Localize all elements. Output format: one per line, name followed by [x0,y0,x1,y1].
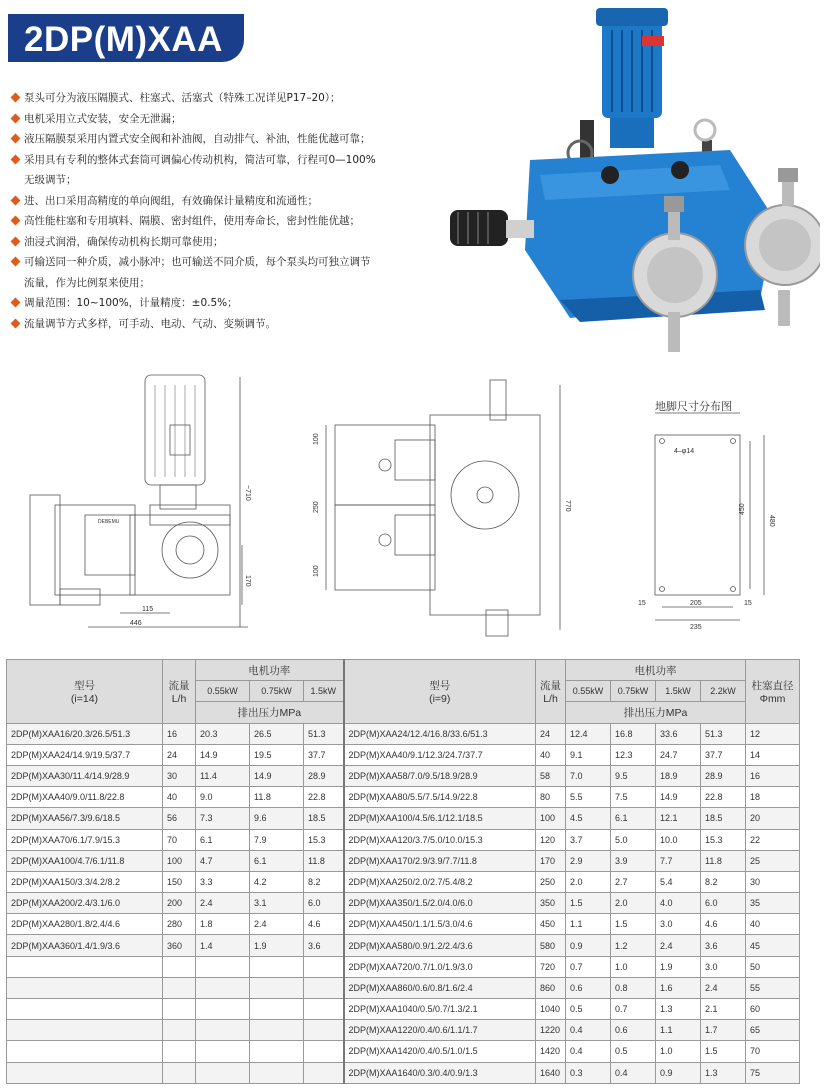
value-cell-left [304,977,344,998]
spec-table [6,659,800,1084]
model-cell-right: 2DP(M)XAA24/12.4/16.8/33.6/51.3 [344,723,536,744]
table-row [7,935,800,956]
value-cell-right: 860 [536,977,566,998]
value-cell-right: 170 [536,850,566,871]
value-cell-right: 0.4 [566,1020,611,1041]
model-cell-right: 2DP(M)XAA450/1.1/1.5/3.0/4.6 [344,914,536,935]
value-cell-left: 14.9 [250,765,304,786]
value-cell-right: 24.7 [656,744,701,765]
base-dim-205: 205 [690,600,702,607]
value-cell-left [163,956,196,977]
model-header-right: 型号 (i=9) [344,660,536,724]
value-cell-right: 1.9 [656,956,701,977]
value-cell-left: 51.3 [304,723,344,744]
value-cell-right: 0.6 [566,977,611,998]
value-cell-right: 5.0 [611,829,656,850]
value-cell-left [250,977,304,998]
value-cell-right: 1640 [536,1062,566,1083]
table-row [7,765,800,786]
side-dim-115: 115 [142,606,154,613]
value-cell-left [163,977,196,998]
motor-power-header-right: 电机功率 [566,660,746,681]
value-cell-right: 1.5 [701,1041,746,1062]
value-cell-right: 12.3 [611,744,656,765]
value-cell-left [250,1020,304,1041]
table-row [7,723,800,744]
value-cell-left: 15.3 [304,829,344,850]
feature-item [12,273,442,294]
table-row [7,850,800,871]
model-cell-left: 2DP(M)XAA24/14.9/19.5/37.7 [7,744,163,765]
value-cell-right: 2.4 [701,977,746,998]
value-cell-right: 80 [536,787,566,808]
value-cell-left: 7.3 [196,808,250,829]
table-row [7,1062,800,1083]
value-cell-right: 2.0 [566,871,611,892]
model-cell-right: 2DP(M)XAA58/7.0/9.5/18.9/28.9 [344,765,536,786]
feature-text: 油浸式润滑，确保传动机构长期可靠使用； [24,235,224,248]
diamond-bullet-icon [11,216,21,226]
value-cell-right: 5.5 [566,787,611,808]
value-cell-left [163,1020,196,1041]
plunger-cell: 50 [746,956,800,977]
plunger-cell: 18 [746,787,800,808]
feature-item [12,293,442,314]
base-dim-holes: 4–φ14 [674,448,695,455]
plunger-cell: 45 [746,935,800,956]
model-cell-right: 2DP(M)XAA170/2.9/3.9/7.7/11.8 [344,850,536,871]
power-header-right-3: 2.2kW [701,681,746,702]
value-cell-right: 2.1 [701,999,746,1020]
diamond-bullet-icon [11,318,21,328]
diamond-bullet-icon [11,236,21,246]
value-cell-left: 16 [163,723,196,744]
model-cell-left [7,977,163,998]
model-cell-left [7,956,163,977]
feature-item [12,232,442,253]
value-cell-left: 40 [163,787,196,808]
value-cell-right: 1.7 [701,1020,746,1041]
value-cell-left [196,999,250,1020]
value-cell-left: 9.0 [196,787,250,808]
value-cell-left: 28.9 [304,765,344,786]
plunger-cell: 70 [746,1041,800,1062]
value-cell-left: 11.8 [250,787,304,808]
model-cell-right: 2DP(M)XAA1040/0.5/0.7/1.3/2.1 [344,999,536,1020]
feature-item [12,314,442,335]
value-cell-right: 1.5 [611,914,656,935]
value-cell-right: 12.4 [566,723,611,744]
value-cell-right: 15.3 [701,829,746,850]
value-cell-right: 3.7 [566,829,611,850]
feature-text: 电机采用立式安装，安全无泄漏； [24,112,182,125]
value-cell-left: 2.4 [250,914,304,935]
plunger-cell: 25 [746,850,800,871]
power-header-left-0: 0.55kW [196,681,250,702]
table-row [7,893,800,914]
base-layout-title: 地脚尺寸分布图 [655,401,732,413]
value-cell-left [250,1062,304,1083]
value-cell-left [196,977,250,998]
feature-text: 泵头可分为液压隔膜式、柱塞式、活塞式（特殊工况详见P17–20）； [24,92,341,104]
value-cell-right: 37.7 [701,744,746,765]
value-cell-right: 0.9 [566,935,611,956]
front-dim-100b: 100 [313,565,320,577]
front-dim-770: 770 [564,500,571,512]
value-cell-left: 19.5 [250,744,304,765]
side-dim-446: 446 [130,620,142,627]
model-cell-right: 2DP(M)XAA40/9.1/12.3/24.7/37.7 [344,744,536,765]
table-row [7,829,800,850]
value-cell-left [250,1041,304,1062]
value-cell-right: 2.4 [656,935,701,956]
feature-item [12,211,442,232]
value-cell-right: 7.0 [566,765,611,786]
side-view-drawing [30,375,248,627]
model-cell-left: 2DP(M)XAA100/4.7/6.1/11.8 [7,850,163,871]
power-header-right-2: 1.5kW [656,681,701,702]
nameplate-label: DEBEMU [98,519,120,525]
value-cell-right: 7.7 [656,850,701,871]
value-cell-left [304,1041,344,1062]
value-cell-left: 280 [163,914,196,935]
value-cell-right: 58 [536,765,566,786]
value-cell-right: 16.8 [611,723,656,744]
value-cell-left: 4.7 [196,850,250,871]
value-cell-right: 10.0 [656,829,701,850]
diamond-bullet-icon [11,298,21,308]
model-cell-left: 2DP(M)XAA280/1.8/2.4/4.6 [7,914,163,935]
value-cell-left: 20.3 [196,723,250,744]
value-cell-right: 2.9 [566,850,611,871]
value-cell-right: 1220 [536,1020,566,1041]
value-cell-right: 9.1 [566,744,611,765]
model-cell-left [7,1062,163,1083]
value-cell-right: 24 [536,723,566,744]
value-cell-right: 12.1 [656,808,701,829]
diamond-bullet-icon [11,257,21,267]
value-cell-right: 1.3 [656,999,701,1020]
value-cell-left: 11.8 [304,850,344,871]
table-row [7,787,800,808]
pressure-header-right: 排出压力MPa [566,702,746,723]
value-cell-left: 2.4 [196,893,250,914]
value-cell-left: 200 [163,893,196,914]
value-cell-right: 4.6 [701,914,746,935]
value-cell-right: 100 [536,808,566,829]
model-cell-left: 2DP(M)XAA70/6.1/7.9/15.3 [7,829,163,850]
value-cell-right: 18.9 [656,765,701,786]
model-cell-left [7,1041,163,1062]
value-cell-right: 1.0 [656,1041,701,1062]
value-cell-right: 1040 [536,999,566,1020]
value-cell-right: 6.1 [611,808,656,829]
model-cell-right: 2DP(M)XAA80/5.5/7.5/14.9/22.8 [344,787,536,808]
feature-text: 流量调节方式多样，可手动、电动、气动、变频调节。 [24,317,276,330]
base-dim-480: 480 [768,515,775,527]
value-cell-left: 14.9 [196,744,250,765]
value-cell-right: 0.3 [566,1062,611,1083]
base-dim-15a: 15 [638,600,646,607]
value-cell-right: 1.1 [566,914,611,935]
value-cell-right: 11.8 [701,850,746,871]
value-cell-right: 18.5 [701,808,746,829]
power-header-right-0: 0.55kW [566,681,611,702]
pressure-header-left: 排出压力MPa [196,702,344,723]
feature-text: 可输送同一种介质，减小脉冲；也可输送不同介质，每个泵头均可独立调节 [24,256,371,268]
model-cell-right: 2DP(M)XAA1220/0.4/0.6/1.1/1.7 [344,1020,536,1041]
value-cell-right: 3.6 [701,935,746,956]
value-cell-left: 6.1 [250,850,304,871]
value-cell-right: 0.7 [611,999,656,1020]
value-cell-left [196,1041,250,1062]
feature-list [12,88,442,334]
power-header-left-1: 0.75kW [250,681,304,702]
feature-text: 采用具有专利的整体式套筒可调偏心传动机构，简洁可靠，行程可0—100% [24,153,376,166]
model-cell-right: 2DP(M)XAA1420/0.4/0.5/1.0/1.5 [344,1041,536,1062]
table-row [7,1020,800,1041]
power-header-left-2: 1.5kW [304,681,344,702]
value-cell-right: 3.0 [656,914,701,935]
value-cell-right: 580 [536,935,566,956]
model-cell-right: 2DP(M)XAA580/0.9/1.2/2.4/3.6 [344,935,536,956]
value-cell-left: 6.0 [304,893,344,914]
diamond-bullet-icon [11,134,21,144]
value-cell-right: 2.0 [611,893,656,914]
model-header-left: 型号 (i=14) [7,660,163,724]
flow-header-left: 流量 L/h [163,660,196,724]
value-cell-right: 9.5 [611,765,656,786]
value-cell-right: 14.9 [656,787,701,808]
feature-text: 流量，作为比例泵来使用； [24,276,150,289]
plunger-cell: 14 [746,744,800,765]
front-dim-250: 250 [313,501,320,513]
side-dim-710: ~710 [244,485,251,501]
value-cell-right: 350 [536,893,566,914]
model-cell-left: 2DP(M)XAA56/7.3/9.6/18.5 [7,808,163,829]
value-cell-left: 3.6 [304,935,344,956]
value-cell-left: 360 [163,935,196,956]
model-cell-left [7,1020,163,1041]
value-cell-right: 1.0 [611,956,656,977]
flow-header-right: 流量 L/h [536,660,566,724]
value-cell-left [304,956,344,977]
value-cell-left: 4.2 [250,871,304,892]
diamond-bullet-icon [11,93,21,103]
value-cell-left [163,999,196,1020]
value-cell-right: 0.4 [566,1041,611,1062]
value-cell-left: 24 [163,744,196,765]
value-cell-right: 1.2 [611,935,656,956]
value-cell-right: 1.6 [656,977,701,998]
table-row [7,956,800,977]
value-cell-left: 8.2 [304,871,344,892]
model-cell-left: 2DP(M)XAA30/11.4/14.9/28.9 [7,765,163,786]
model-cell-right: 2DP(M)XAA860/0.6/0.8/1.6/2.4 [344,977,536,998]
value-cell-right: 1.5 [566,893,611,914]
model-cell-left [7,999,163,1020]
plunger-cell: 40 [746,914,800,935]
feature-text: 进、出口采用高精度的单向阀组，有效确保计量精度和流通性； [24,194,318,207]
front-dim-100a: 100 [313,433,320,445]
side-dim-170: 170 [244,575,251,587]
feature-item [12,88,442,109]
value-cell-left [250,999,304,1020]
value-cell-right: 4.0 [656,893,701,914]
value-cell-left: 6.1 [196,829,250,850]
value-cell-left [304,999,344,1020]
value-cell-left: 100 [163,850,196,871]
value-cell-right: 4.5 [566,808,611,829]
value-cell-right: 33.6 [656,723,701,744]
plunger-cell: 20 [746,808,800,829]
feature-item [12,170,442,191]
value-cell-right: 1.3 [701,1062,746,1083]
value-cell-right: 40 [536,744,566,765]
model-cell-right: 2DP(M)XAA350/1.5/2.0/4.0/6.0 [344,893,536,914]
model-cell-left: 2DP(M)XAA16/20.3/26.5/51.3 [7,723,163,744]
base-layout-drawing [655,435,740,595]
table-row [7,914,800,935]
feature-item [12,150,442,171]
power-header-right-1: 0.75kW [611,681,656,702]
table-row [7,744,800,765]
value-cell-right: 0.8 [611,977,656,998]
value-cell-left [304,1020,344,1041]
feature-text: 调量范围：10~100%，计量精度：±0.5%； [24,297,238,309]
plunger-cell: 60 [746,999,800,1020]
model-cell-right: 2DP(M)XAA720/0.7/1.0/1.9/3.0 [344,956,536,977]
model-cell-left: 2DP(M)XAA40/9.0/11.8/22.8 [7,787,163,808]
value-cell-left [196,1062,250,1083]
value-cell-right: 120 [536,829,566,850]
value-cell-right: 0.4 [611,1062,656,1083]
value-cell-right: 0.6 [611,1020,656,1041]
table-row [7,999,800,1020]
value-cell-right: 0.5 [611,1041,656,1062]
table-row [7,808,800,829]
plunger-header: 柱塞直径 Φmm [746,660,800,724]
plunger-cell: 35 [746,893,800,914]
feature-item [12,252,442,273]
value-cell-left: 22.8 [304,787,344,808]
value-cell-right: 0.5 [566,999,611,1020]
diamond-bullet-icon [11,154,21,164]
feature-item [12,109,442,130]
value-cell-right: 8.2 [701,871,746,892]
value-cell-right: 0.7 [566,956,611,977]
value-cell-left: 1.4 [196,935,250,956]
plunger-cell: 75 [746,1062,800,1083]
model-cell-right: 2DP(M)XAA100/4.5/6.1/12.1/18.5 [344,808,536,829]
feature-text: 无级调节； [24,174,77,186]
value-cell-left: 150 [163,871,196,892]
value-cell-right: 1420 [536,1041,566,1062]
value-cell-left: 30 [163,765,196,786]
value-cell-left: 3.3 [196,871,250,892]
value-cell-left [196,1020,250,1041]
pump-photo [430,0,820,365]
value-cell-left: 3.1 [250,893,304,914]
value-cell-right: 28.9 [701,765,746,786]
value-cell-left: 4.6 [304,914,344,935]
value-cell-left [250,956,304,977]
motor-power-header-left: 电机功率 [196,660,344,681]
value-cell-left: 11.4 [196,765,250,786]
model-cell-left: 2DP(M)XAA150/3.3/4.2/8.2 [7,871,163,892]
value-cell-left [163,1062,196,1083]
value-cell-left: 9.6 [250,808,304,829]
value-cell-right: 0.9 [656,1062,701,1083]
diamond-bullet-icon [11,113,21,123]
table-row [7,1041,800,1062]
value-cell-right: 450 [536,914,566,935]
value-cell-left: 7.9 [250,829,304,850]
value-cell-right: 3.9 [611,850,656,871]
value-cell-left [304,1062,344,1083]
value-cell-right: 250 [536,871,566,892]
base-dim-235: 235 [690,624,702,631]
model-cell-right: 2DP(M)XAA250/2.0/2.7/5.4/8.2 [344,871,536,892]
table-row [7,871,800,892]
feature-text: 液压隔膜泵采用内置式安全阀和补油阀，自动排气、补油，性能优越可靠； [24,133,371,145]
table-row [7,977,800,998]
value-cell-right: 2.7 [611,871,656,892]
plunger-cell: 55 [746,977,800,998]
value-cell-right: 7.5 [611,787,656,808]
value-cell-left: 18.5 [304,808,344,829]
model-cell-left: 2DP(M)XAA360/1.4/1.9/3.6 [7,935,163,956]
base-dim-15b: 15 [744,600,752,607]
feature-text: 高性能柱塞和专用填料、隔膜、密封组件，使用寿命长，密封性能优越； [24,215,360,227]
model-cell-right: 2DP(M)XAA1640/0.3/0.4/0.9/1.3 [344,1062,536,1083]
value-cell-left: 26.5 [250,723,304,744]
value-cell-left: 1.9 [250,935,304,956]
model-cell-left: 2DP(M)XAA200/2.4/3.1/6.0 [7,893,163,914]
value-cell-left: 70 [163,829,196,850]
feature-item [12,191,442,212]
plunger-cell: 65 [746,1020,800,1041]
value-cell-right: 22.8 [701,787,746,808]
value-cell-right: 51.3 [701,723,746,744]
base-dim-450: 450 [739,503,746,515]
value-cell-right: 1.1 [656,1020,701,1041]
value-cell-left [196,956,250,977]
plunger-cell: 22 [746,829,800,850]
value-cell-left [163,1041,196,1062]
plunger-cell: 30 [746,871,800,892]
value-cell-right: 720 [536,956,566,977]
value-cell-right: 5.4 [656,871,701,892]
dimension-drawings [0,365,826,645]
feature-item [12,129,442,150]
model-cell-right: 2DP(M)XAA120/3.7/5.0/10.0/15.3 [344,829,536,850]
value-cell-right: 6.0 [701,893,746,914]
diamond-bullet-icon [11,195,21,205]
value-cell-left: 37.7 [304,744,344,765]
value-cell-left: 56 [163,808,196,829]
plunger-cell: 12 [746,723,800,744]
value-cell-left: 1.8 [196,914,250,935]
front-view-drawing [326,380,560,636]
page-title: 2DP(M)XAA [24,20,223,59]
plunger-cell: 16 [746,765,800,786]
value-cell-right: 3.0 [701,956,746,977]
